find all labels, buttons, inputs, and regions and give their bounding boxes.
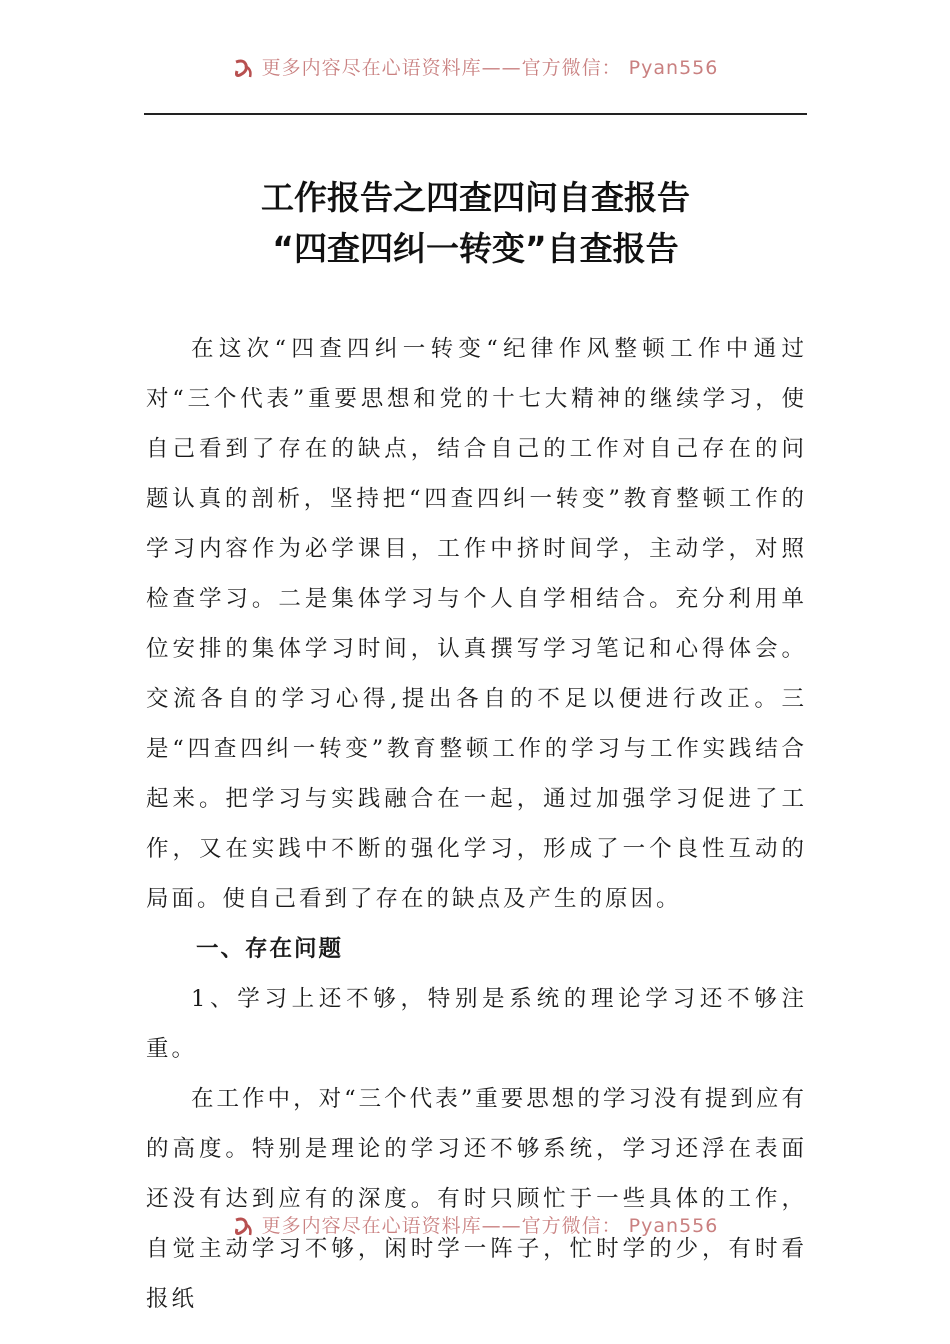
logo-icon bbox=[232, 57, 256, 81]
document-title: 工作报告之四查四问自查报告 bbox=[261, 178, 690, 217]
document-body bbox=[146, 324, 807, 1324]
watermark-footer bbox=[0, 1212, 950, 1240]
header-divider bbox=[144, 113, 807, 115]
body-paragraph: 在工作中，对“三个代表”重要思想的学习没有提到应有的高度。特别是理论的学习还不够系统，学习还浮在表面还没有达到应有的深度。有时只顾忙于一些具体的工作，自觉主动学习不够，闲时学一阵子，忙时学的少，有时看报纸 bbox=[146, 1086, 807, 1312]
list-item: 1、学习上还不够，特别是系统的理论学习还不够注重。 bbox=[146, 986, 807, 1062]
watermark-header bbox=[0, 54, 950, 82]
watermark-text: 更多内容尽在心语资料库——官方微信： Pyan556 bbox=[261, 57, 719, 79]
section-heading: 一、存在问题 bbox=[196, 936, 344, 962]
logo-icon bbox=[232, 1215, 256, 1239]
watermark-text: 更多内容尽在心语资料库——官方微信： Pyan556 bbox=[261, 1215, 719, 1237]
body-paragraph: 在这次“四查四纠一转变“纪律作风整顿工作中通过对“三个代表”重要思想和党的十七大精神的继续学习，使自己看到了存在的缺点，结合自己的工作对自己存在的问题认真的剖析，坚持把“四查四纠一转变”教育整顿工作的学习内容作为必学课目，工作中挤时间学，主动学，对照检查学习。二是集体学习与个人自学相结合。充分利用单位安排的集体学习时间，认真撰写学习笔记和心得体会。交流各自的学习心得,提出各自的不足以便进行改正。三是“四查四纠一转变”教育整顿工作的学习与工作实践结合起来。把学习与实践融合在一起，通过加强学习促进了工作，又在实践中不断的强化学习，形成了一个良性互动的局面。使自己看到了存在的缺点及产生的原因。 bbox=[146, 336, 807, 912]
document-subtitle: “四查四纠一转变”自查报告 bbox=[272, 229, 679, 268]
